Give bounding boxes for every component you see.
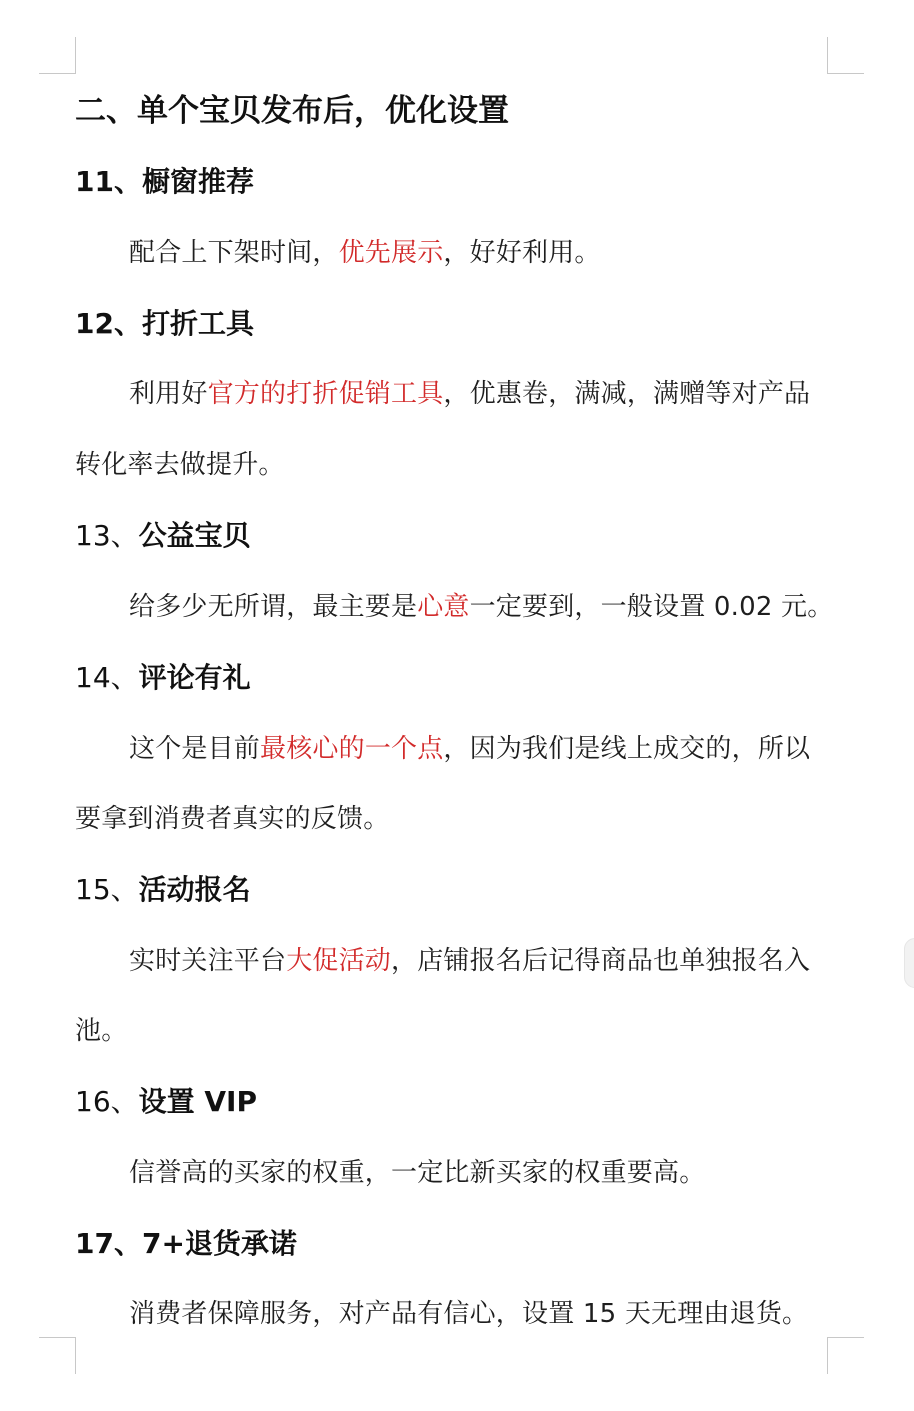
corner-mark-bottom-right (827, 1337, 864, 1374)
paragraph (129, 948, 810, 974)
highlight-text: 官方的打折促销工具 (207, 379, 444, 409)
corner-mark-bottom-left (39, 1337, 76, 1374)
section-heading-15 (75, 873, 251, 906)
section-heading-11 (75, 165, 254, 198)
section-heading-13 (75, 519, 251, 552)
paragraph-continuation: 要拿到消费者真实的反馈。 (75, 804, 390, 834)
section-number: 15、 (75, 873, 139, 906)
section-heading-16 (75, 1085, 257, 1118)
paragraph (129, 594, 833, 620)
corner-mark-top-right (827, 37, 864, 74)
text-run: 配合上下架时间， (129, 238, 339, 268)
text-run: 消费者保障服务，对产品有信心，设置 15 天无理由退货。 (129, 1299, 809, 1329)
section-number: 11、 (75, 165, 142, 198)
paragraph (129, 381, 810, 407)
text-run: ，优惠卷，满减，满赠等对产品 (443, 379, 811, 409)
paragraph (129, 1301, 808, 1327)
scroll-edge-handle[interactable] (904, 938, 914, 988)
section-number: 12、 (75, 307, 142, 340)
section-title: 评论有礼 (138, 661, 251, 694)
section-heading-12 (75, 307, 254, 340)
highlight-text: 大促活动 (286, 946, 392, 976)
corner-mark-top-left (39, 37, 76, 74)
paragraph (129, 736, 810, 762)
highlight-text: 心意 (417, 592, 470, 622)
text-run: 实时关注平台 (129, 946, 287, 976)
section-number: 13、 (75, 519, 139, 552)
text-run: 信誉高的买家的权重，一定比新买家的权重要高。 (129, 1158, 706, 1188)
text-run: ，因为我们是线上成交的，所以 (443, 734, 811, 764)
highlight-text: 最核心的一个点 (260, 734, 444, 764)
section-title: 设置 VIP (138, 1085, 257, 1118)
paragraph-continuation: 池。 (75, 1016, 128, 1046)
section-heading-17 (75, 1227, 297, 1260)
section-number: 14、 (75, 661, 139, 694)
section-heading-14 (75, 661, 251, 694)
section-title: 橱窗推荐 (141, 165, 254, 198)
section-number: 17、 (75, 1227, 142, 1260)
text-run: ，店铺报名后记得商品也单独报名入 (391, 946, 811, 976)
highlight-text: 优先展示 (338, 238, 444, 268)
text-run: 给多少无所谓，最主要是 (129, 592, 418, 622)
page-title: 二、单个宝贝发布后，优化设置 (75, 93, 509, 129)
section-title: 打折工具 (141, 307, 254, 340)
text-run: 利用好 (129, 379, 208, 409)
paragraph-continuation: 转化率去做提升。 (75, 450, 285, 480)
text-run: 这个是目前 (129, 734, 261, 764)
section-title: 活动报名 (138, 873, 251, 906)
section-number: 16、 (75, 1085, 139, 1118)
paragraph (129, 240, 601, 266)
paragraph (129, 1160, 705, 1186)
text-run: 一定要到，一般设置 0.02 元。 (469, 592, 834, 622)
section-title: 公益宝贝 (138, 519, 251, 552)
section-title: 7+退货承诺 (141, 1227, 297, 1260)
text-run: ，好好利用。 (443, 238, 601, 268)
